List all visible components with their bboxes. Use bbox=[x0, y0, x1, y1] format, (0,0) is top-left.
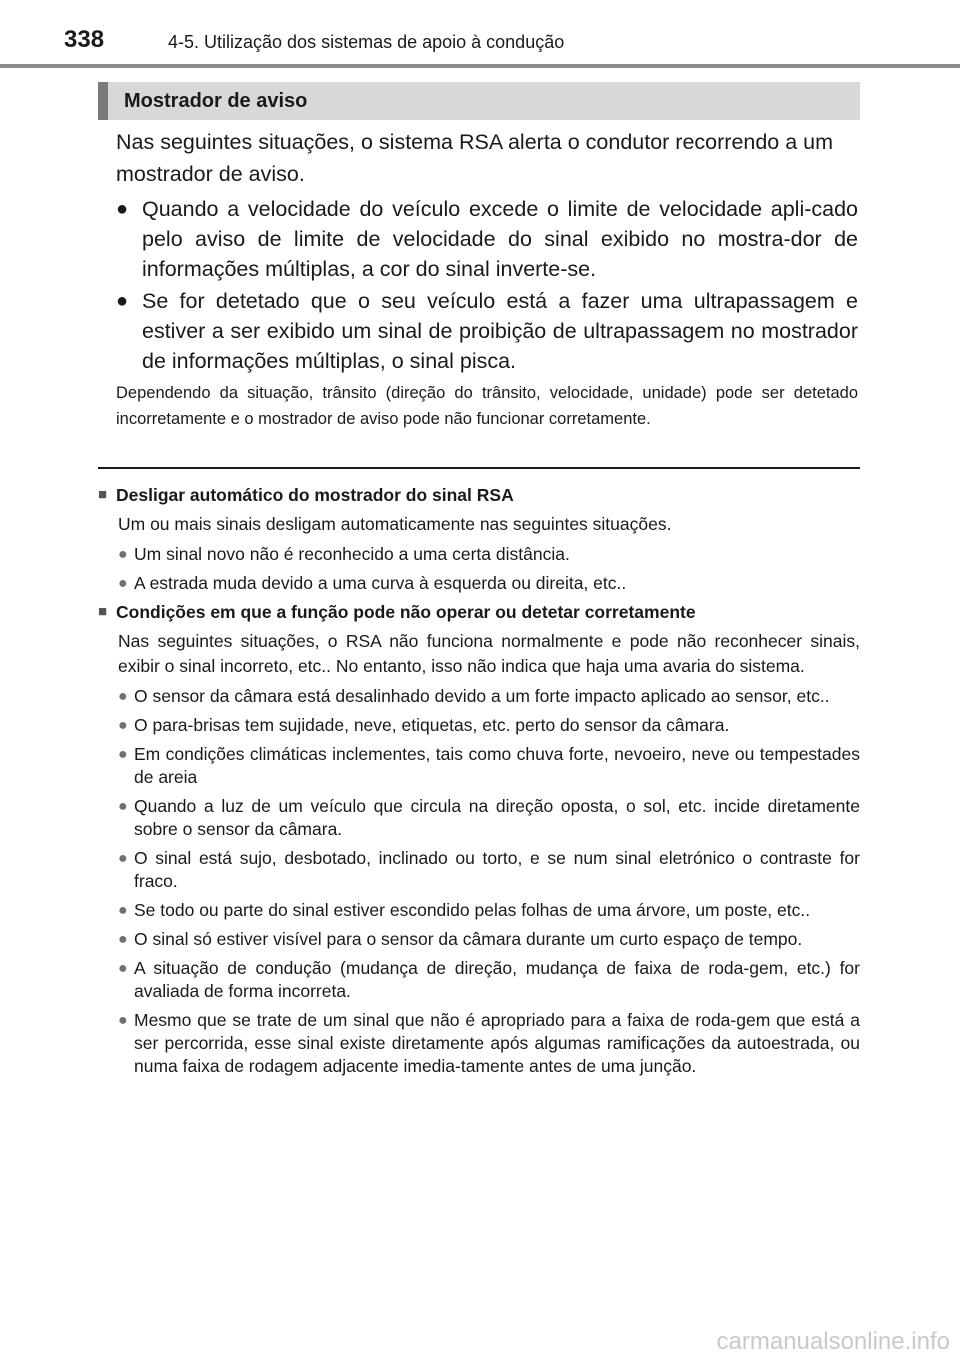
watermark: carmanualsonline.info bbox=[716, 1328, 950, 1355]
list-item-text: Um sinal novo não é reconhecido a uma certa distância. bbox=[134, 544, 570, 564]
warning-bullet bbox=[116, 194, 858, 284]
list-item-text: O sinal só estiver visível para o sensor da câmara durante um curto espaço de tempo. bbox=[134, 929, 803, 949]
bullet-dot-icon: ● bbox=[118, 960, 128, 977]
bullet-text: Quando a velocidade do veículo excede o limite de velocidade apli-cado pelo aviso de limite de velocidade do sinal exibido no mostra-dor de informações múltiplas, a cor do sinal inverte-se. bbox=[142, 197, 858, 281]
list-item bbox=[98, 795, 860, 841]
list-item-text: O para-brisas tem sujidade, neve, etiquetas, etc. perto do sensor da câmara. bbox=[134, 715, 730, 735]
list-item bbox=[98, 543, 860, 566]
bullet-dot-icon: ● bbox=[116, 198, 129, 220]
list-item-text: A situação de condução (mudança de direção, mudança de faixa de roda-gem, etc.) for avaliada de forma incorreta. bbox=[134, 958, 860, 1001]
bullet-dot-icon: ● bbox=[118, 546, 128, 563]
list-item-text: Em condições climáticas inclementes, tais como chuva forte, nevoeiro, neve ou tempestades de areia bbox=[134, 744, 860, 787]
section-note: Dependendo da situação, trânsito (direção do trânsito, velocidade, unidade) pode ser detetado incorretamente e o mostrador de aviso pode não funcionar corretamente. bbox=[116, 384, 858, 428]
bullet-dot-icon: ● bbox=[118, 1012, 128, 1029]
list-item bbox=[98, 928, 860, 951]
list-item bbox=[98, 572, 860, 595]
square-bullet-icon: ■ bbox=[98, 603, 108, 620]
list-item-text: O sinal está sujo, desbotado, inclinado ou torto, e se num sinal eletrónico o contraste for fraco. bbox=[134, 848, 860, 891]
list-item bbox=[98, 714, 860, 737]
bullet-dot-icon: ● bbox=[118, 850, 128, 867]
bullet-dot-icon: ● bbox=[118, 575, 128, 592]
list-item bbox=[98, 685, 860, 708]
page-header bbox=[0, 0, 960, 66]
bullet-dot-icon: ● bbox=[118, 746, 128, 763]
bullet-dot-icon: ● bbox=[118, 688, 128, 705]
list-item bbox=[98, 957, 860, 1003]
intro-text: Nas seguintes situações, o RSA não funciona normalmente e pode não reconhecer sinais, exibir o sinal incorreto, etc.. No entanto, isso não indica que haja uma avaria do sistema. bbox=[118, 631, 860, 676]
list-item-text: A estrada muda devido a uma curva à esquerda ou direita, etc.. bbox=[134, 573, 627, 593]
subheading-auto-off bbox=[98, 482, 860, 508]
chapter-title: 4-5. Utilização dos sistemas de apoio à condução bbox=[168, 32, 565, 52]
list-item bbox=[98, 1009, 860, 1078]
notes-section bbox=[98, 478, 860, 1078]
section-divider bbox=[98, 467, 860, 469]
bullet-text: Se for detetado que o seu veículo está a fazer uma ultrapassagem e estiver a ser exibido um sinal de proibição de ultrapassagem no mostrador de informações múltiplas, o sinal pisca. bbox=[142, 289, 858, 373]
subheading-text: Desligar automático do mostrador do sinal RSA bbox=[116, 485, 514, 505]
list-item-text: Quando a luz de um veículo que circula na direção oposta, o sol, etc. incide diretamente sobre o sensor da câmara. bbox=[134, 796, 860, 839]
section-heading-bar bbox=[98, 82, 860, 120]
subheading-conditions bbox=[98, 599, 860, 625]
header-rule bbox=[0, 64, 960, 68]
page-number: 338 bbox=[64, 26, 105, 53]
list-item bbox=[98, 847, 860, 893]
section-title: Mostrador de aviso bbox=[124, 90, 308, 112]
bullet-dot-icon: ● bbox=[118, 798, 128, 815]
list-item bbox=[98, 899, 860, 922]
list-item-text: Se todo ou parte do sinal estiver escondido pelas folhas de uma árvore, um poste, etc.. bbox=[134, 900, 811, 920]
list-item-text: O sensor da câmara está desalinhado devido a um forte impacto aplicado ao sensor, etc.. bbox=[134, 686, 830, 706]
bullet-dot-icon: ● bbox=[118, 717, 128, 734]
section-body bbox=[116, 126, 858, 432]
lead-paragraph: Nas seguintes situações, o sistema RSA alerta o condutor recorrendo a um mostrador de aviso. bbox=[116, 130, 834, 186]
warning-bullet bbox=[116, 286, 858, 376]
bullet-dot-icon: ● bbox=[118, 902, 128, 919]
subheading-text: Condições em que a função pode não operar ou detetar corretamente bbox=[116, 602, 696, 622]
bullet-dot-icon: ● bbox=[116, 290, 129, 312]
list-item bbox=[98, 743, 860, 789]
bullet-dot-icon: ● bbox=[118, 931, 128, 948]
list-item-text: Mesmo que se trate de um sinal que não é apropriado para a faixa de roda-gem que está a ser percorrida, esse sinal existe diretamente após algumas ramificações da autoestrada, ou numa faixa de rodagem adjacente imedia-tamente antes de uma junção. bbox=[134, 1010, 860, 1076]
square-bullet-icon: ■ bbox=[98, 486, 108, 503]
intro-text: Um ou mais sinais desligam automaticamente nas seguintes situações. bbox=[118, 514, 672, 534]
